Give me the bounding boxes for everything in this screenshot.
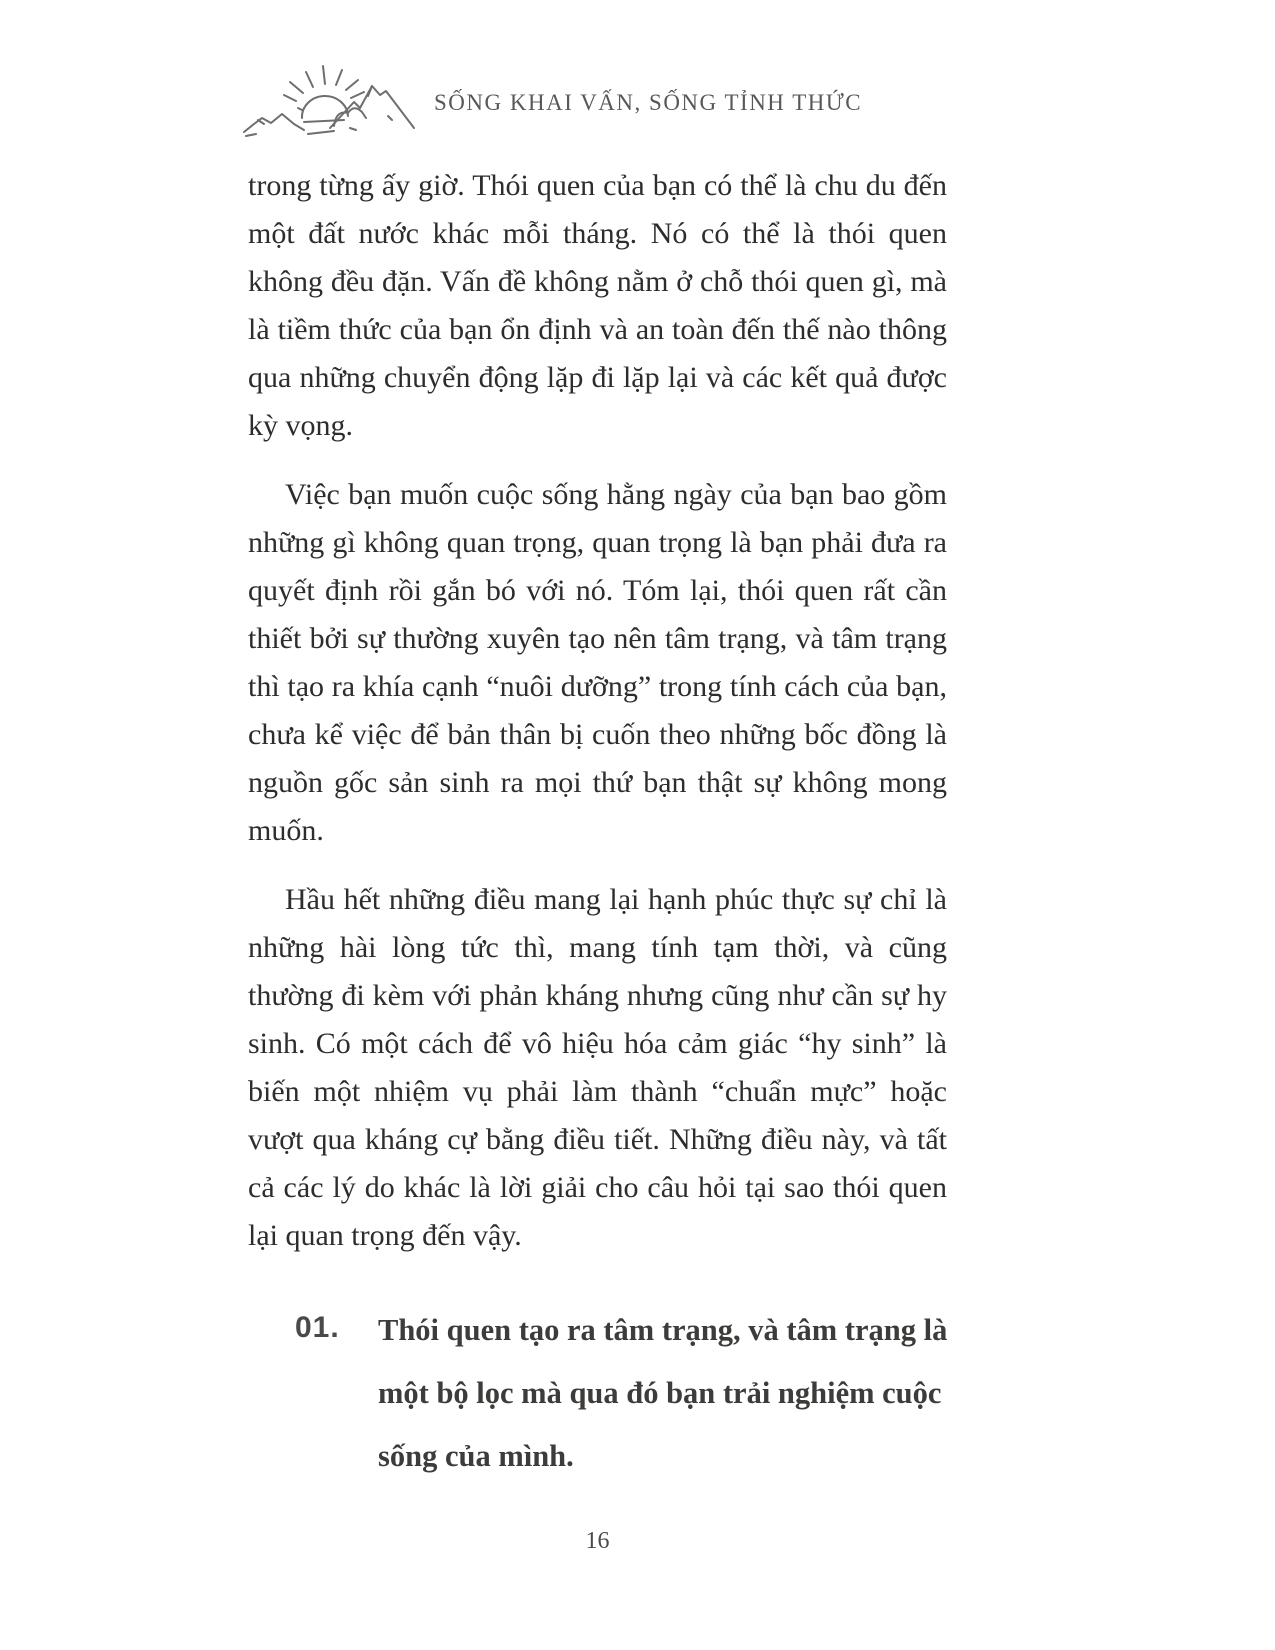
page-footer bbox=[248, 1528, 947, 1555]
running-head-title: SỐNG KHAI VẤN, SỐNG TỈNH THỨC bbox=[434, 90, 863, 115]
key-point-number: 01. bbox=[295, 1311, 340, 1344]
key-point-item bbox=[295, 1299, 947, 1488]
mountain-sunrise-icon bbox=[238, 58, 420, 144]
page-header bbox=[238, 58, 862, 144]
paragraph: Hầu hết những điều mang lại hạnh phúc thực sự chỉ là những hài lòng tức thì, mang tính tạm thời, và cũng thường đi kèm với phản kháng nhưng cũng như cần sự hy sinh. Có một cách để vô hiệu hóa cảm giác “hy sinh” là biến một nhiệm vụ phải làm thành “chuẩn mực” hoặc vượt qua kháng cự bằng điều tiết. Những điều này, và tất cả các lý do khác là lời giải cho câu hỏi tại sao thói quen lại quan trọng đến vậy. bbox=[248, 883, 947, 1252]
body-text-column bbox=[248, 162, 947, 1488]
page-number: 16 bbox=[585, 1528, 610, 1554]
paragraph: trong từng ấy giờ. Thói quen của bạn có thể là chu du đến một đất nước khác mỗi tháng. Nó có thể là thói quen không đều đặn. Vấn đề không nằm ở chỗ thói quen gì, mà là tiềm thức của bạn ổn định và an toàn đến thế nào thông qua những chuyển động lặp đi lặp lại và các kết quả được kỳ vọng. bbox=[248, 169, 947, 442]
paragraph: Việc bạn muốn cuộc sống hằng ngày của bạn bao gồm những gì không quan trọng, quan trọng là bạn phải đưa ra quyết định rồi gắn bó với nó. Tóm lại, thói quen rất cần thiết bởi sự thường xuyên tạo nên tâm trạng, và tâm trạng thì tạo ra khía cạnh “nuôi dưỡng” trong tính cách của bạn, chưa kể việc để bản thân bị cuốn theo những bốc đồng là nguồn gốc sản sinh ra mọi thứ bạn thật sự không mong muốn. bbox=[248, 478, 947, 847]
key-point-text: Thói quen tạo ra tâm trạng, và tâm trạng là một bộ lọc mà qua đó bạn trải nghiệm cuộc sống của mình. bbox=[378, 1313, 948, 1473]
